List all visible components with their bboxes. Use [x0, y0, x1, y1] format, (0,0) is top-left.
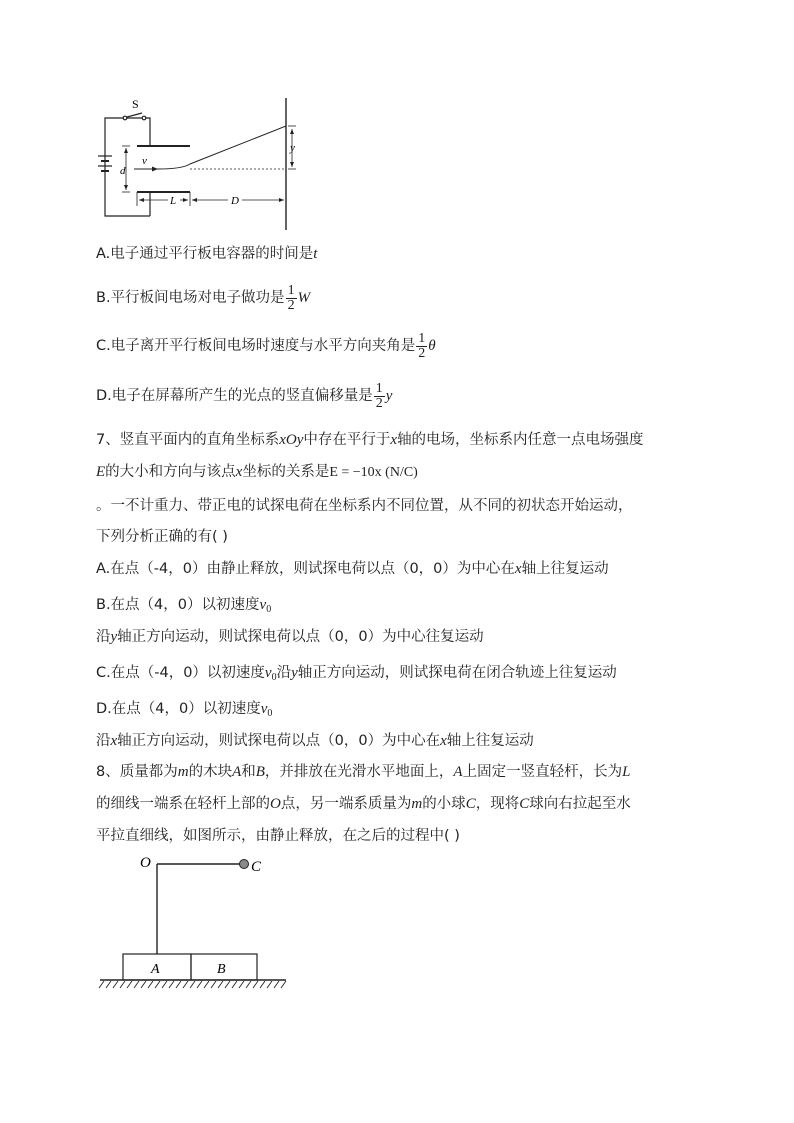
ground-hatching	[99, 981, 286, 988]
blocks-rod-ball-diagram	[96, 850, 296, 995]
field-formula: E = −10x (N/C)	[329, 465, 418, 480]
plate-length-label: L	[170, 195, 177, 207]
q6-option-a: A.电子通过平行板电容器的时间是t	[96, 246, 318, 262]
q8-stem-line3: 平拉直细线，如图所示，由静止释放，在之后的过程中( )	[96, 828, 460, 844]
switch-label: S	[132, 97, 139, 111]
fraction-half: $\frac{1}{2}$	[375, 380, 383, 411]
q8-stem-line1: 8、质量都为m的木块A和B，并排放在光滑水平地面上，A上固定一竖直轻杆，长为L	[96, 764, 631, 780]
q7-option-b: B.在点（4，0）以初速度$v_0$	[96, 597, 272, 615]
q6-option-c: C.电子离开平行板间电场时速度与水平方向夹角是 $\frac{1}{2}$ θ	[96, 330, 436, 361]
label-c: C	[251, 859, 262, 875]
deflection-label: y	[290, 142, 295, 154]
screen-distance-label: D	[231, 195, 239, 207]
q6-option-d: D.电子在屏幕所产生的光点的竖直偏移量是 $\frac{1}{2}$ y	[96, 380, 393, 411]
label-o: O	[140, 855, 151, 871]
q7-option-d: D.在点（4，0）以初速度$v_0$	[96, 701, 273, 719]
fraction-half: $\frac{1}{2}$	[418, 330, 426, 361]
q7-stem-line1: 7、竖直平面内的直角坐标系xOy中存在平行于x轴的电场，坐标系内任意一点电场强度	[96, 432, 644, 448]
q7-option-a: A.在点（-4，0）由静止释放，则试探电荷以点（0，0）为中心在x轴上往复运动	[96, 561, 609, 577]
q8-stem-line2: 的细线一端系在轻杆上部的O点，另一端系质量为m的小球C，现将C球向右拉起至水	[96, 796, 631, 812]
fraction-half: $\frac{1}{2}$	[287, 282, 295, 313]
q6-option-b: B.平行板间电场对电子做功是 $\frac{1}{2}$ W	[96, 282, 311, 313]
q7-option-d-cont: 沿x轴正方向运动，则试探电荷以点（0，0）为中心在x轴上往复运动	[96, 733, 534, 749]
q7-stem-line3: 。一不计重力、带正电的试探电荷在坐标系内不同位置，从不同的初状态开始运动，	[96, 498, 633, 514]
velocity-label: v	[142, 155, 147, 167]
label-b: B	[217, 962, 226, 977]
capacitor-deflection-diagram	[92, 96, 312, 236]
q7-option-c: C.在点（-4，0）以初速度$v_0$沿y轴正方向运动，则试探电荷在闭合轨迹上往复运动	[96, 665, 617, 683]
gap-label: d	[120, 165, 126, 177]
q7-option-b-cont: 沿y轴正方向运动，则试探电荷以点（0，0）为中心往复运动	[96, 629, 484, 645]
label-a: A	[151, 962, 160, 977]
q7-stem-line2: E的大小和方向与该点x坐标的关系是E = −10x (N/C)	[96, 464, 418, 480]
q7-stem-line4: 下列分析正确的有( )	[96, 529, 228, 545]
ball-c	[240, 860, 249, 869]
